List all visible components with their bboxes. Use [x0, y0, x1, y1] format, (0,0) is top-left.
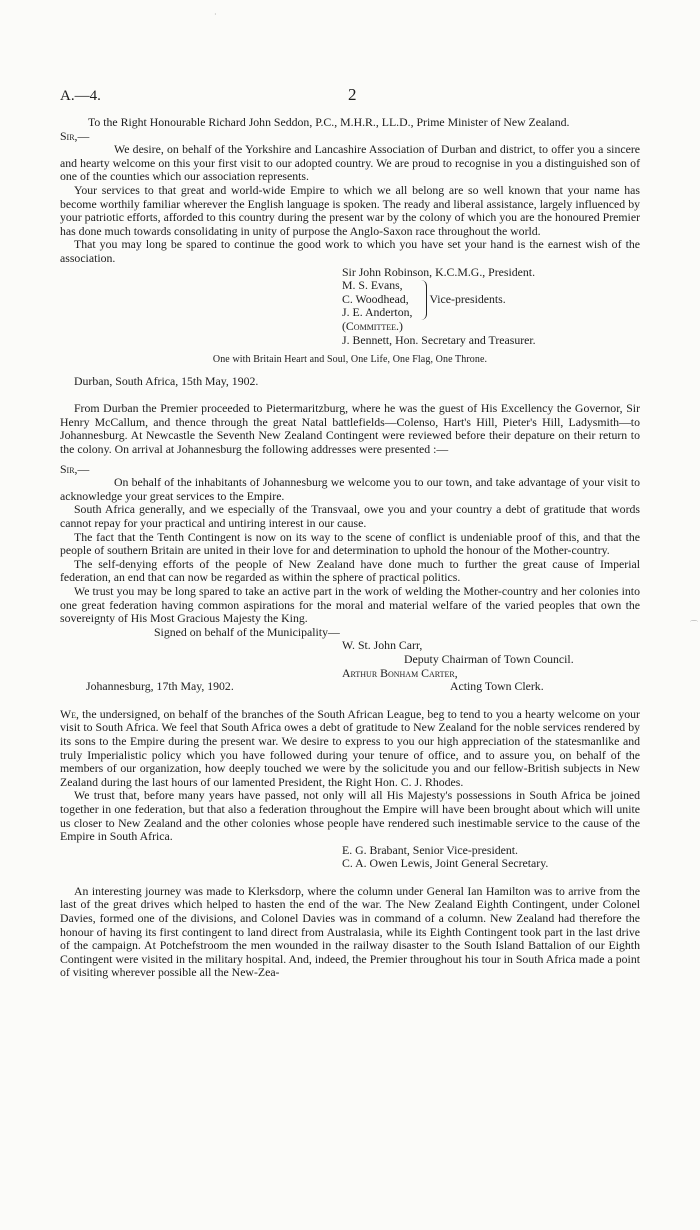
signature-carter: Arthur Bonham Carter, — [342, 665, 458, 680]
paragraph — [60, 708, 640, 790]
paragraph: On behalf of the inhabitants of Johannesburg we welcome you to our town, and take advantage of your visit to acknowledge your great services to the Empire. — [60, 475, 640, 503]
vice-president-name: C. Woodhead, — [342, 291, 409, 306]
motto: One with Britain Heart and Soul, One Life, One Flag, One Throne. — [212, 354, 488, 366]
scan-mark-top: · — [214, 10, 217, 19]
signature-carr: W. St. John Carr, — [342, 638, 423, 653]
committee-label: (Committee.) — [342, 318, 403, 333]
vice-presidents — [342, 279, 640, 320]
signatures — [342, 266, 640, 348]
document-page — [60, 84, 640, 980]
narrative-paragraph: An interesting journey was made to Klerksdorp, where the column under General Ian Hamilton was to arrive from the last of the great drives which helped to hasten the end of the war. The New Zealand Eighth Contingent, under Colonel Davies, formed one of the divisions, and Colonel Davies was in command of a column. New Zealand had therefore the honour of having its first contingent to land direct from Australasia, while its Eighth Contingent took part in the last drive of the campaign. At Potchefstroom the men wounded in the railway disaster to the South Island Battalion of our Eighth Contingent were visited in the military hospital. And, indeed, the Premier throughout his tour in South Africa made a point of visiting wherever possible all the New-Zea- — [60, 883, 640, 980]
address-recipient: To the Right Honourable Richard John Seddon, P.C., M.H.R., LL.D., Prime Minister of New Zealand. — [88, 115, 570, 129]
paragraph-text: , the undersigned, on behalf of the branches of the South African League, beg to tend to you a hearty welcome on your visit to South Africa. We feel that South Africa owes a debt of gratitude to New Zealand for the noble services rendered by its sons to the Empire during the present war. We desire to express to you our high appreciation of the statesmanlike and truly Imperialistic policy which you have followed during your tenure of office, and to assure you, on behalf of the members of our organization, how deeply touched we were by the solicitude you and our fellow-British subjects in New Zealand during the last hours of our lamented President, the Right Hon. C. J. Rhodes. — [60, 706, 640, 789]
place-date-row-2 — [60, 680, 640, 694]
paragraph: We desire, on behalf of the Yorkshire and Lancashire Association of Durban and district, to offer you a sincere and hearty welcome on this your first visit to our adopted country. We are proud to recognise in you a distinguished son of one of the counties which our association represents. — [60, 142, 640, 184]
narrative-paragraph: From Durban the Premier proceeded to Pietermaritzburg, where he was the guest of His Excellency the Governor, Sir Henry McCallum, and thence through the great Natal battlefields—Colenso, Hart's Hill, Pieter's Hill, Ladysmith—to Johannesburg. At Newcastle the Seventh New Zealand Contingent were reviewed before their depature on their return to the colony. On arrival at Johannesburg the following addresses were presented :— — [60, 401, 640, 457]
signature-carr-title: Deputy Chairman of Town Council. — [404, 651, 574, 666]
document-reference: A.—4. — [60, 88, 101, 104]
place-date-row — [60, 667, 640, 681]
scan-mark-right: ⌒ — [690, 620, 698, 629]
place-date: Durban, South Africa, 15th May, 1902. — [74, 373, 259, 388]
brace — [414, 280, 427, 320]
vice-president-name: M. S. Evans, — [342, 278, 403, 293]
paragraph: That you may long be spared to continue the good work to which you have set your hand is the earnest wish of the association. — [60, 237, 640, 265]
vice-presidents-label: Vice-presidents. — [429, 291, 506, 306]
paragraph: The fact that the Tenth Contingent is now on its way to the scene of conflict is undeniable proof of this, and that the people of southern Britain are united in their love for and determination to uphold the honour of the Mother-country. — [60, 529, 640, 558]
place-date: Johannesburg, 17th May, 1902. — [86, 679, 234, 694]
paragraph: Your services to that great and world-wide Empire to which we all belong are so well known that your name has become worthily familiar wherever the English language is spoken. The ready and liberal assistance, largely influenced by your patriotic efforts, afforded to this country during the present war by the colony of which you are the honoured Premier has done much towards consolidating in unity of purpose the Anglo-Saxon race throughout the world. — [60, 182, 640, 238]
paragraph: We trust that, before many years have passed, not only will all His Majesty's possessions in South Africa be joined together in one federation, but that also a federation throughout the Empire will have been brought about which will unite us closer to New Zealand and the other colonies whose people have rendered such inestimable service to the cause of the Empire in South Africa. — [60, 788, 640, 844]
page-header — [60, 84, 640, 106]
signature-secretary: J. Bennett, Hon. Secretary and Treasurer. — [342, 332, 536, 347]
signatures — [342, 844, 640, 871]
signature-president: Sir John Robinson, K.C.M.G., President. — [342, 264, 536, 279]
salutation: Sir,— — [60, 128, 90, 143]
paragraph: We trust you may be long spared to take an active part in the work of welding the Mother-country and her colonies into one great federation having common aspirations for the moral and material welfare of the varied peoples that own the sovereignty of His Most Gracious Majesty the King. — [60, 584, 640, 626]
yorkshire-lancashire-address — [60, 116, 640, 388]
paragraph: The self-denying efforts of the people of New Zealand have done much to further the great cause of Imperial federation, an end that can now be regarded as within the sphere of practical politics. — [60, 556, 640, 585]
page-number: 2 — [348, 85, 357, 104]
signed-line: Signed on behalf of the Municipality— — [154, 624, 340, 639]
johannesburg-address — [60, 463, 640, 694]
vice-president-name: J. E. Anderton, — [342, 305, 413, 320]
signature-carter-title: Acting Town Clerk. — [450, 679, 544, 694]
paragraph: South Africa generally, and we especially of the Transvaal, owe you and your country a debt of gratitude that words cannot repay for your practical and untiring interest in our cause. — [60, 502, 640, 531]
salutation: Sir,— — [60, 461, 90, 476]
lead-word: We — [60, 706, 77, 721]
signature-brabant: E. G. Brabant, Senior Vice-president. — [342, 842, 518, 857]
south-african-league-address — [60, 708, 640, 871]
signature-lewis: C. A. Owen Lewis, Joint General Secretary. — [342, 856, 549, 871]
